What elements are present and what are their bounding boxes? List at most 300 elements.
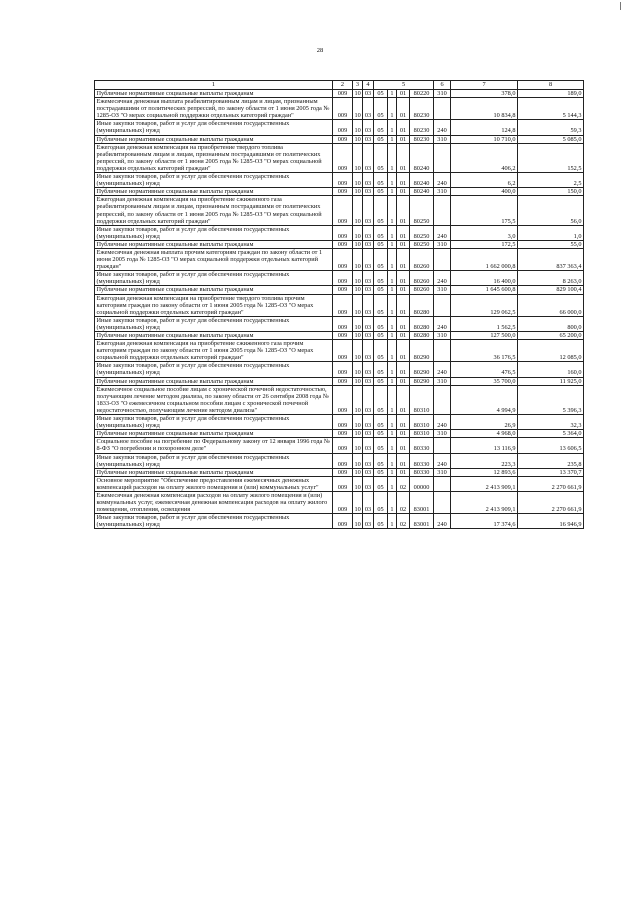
cell-subprogram-code: 1 [388, 248, 397, 270]
cell-name: Ежемесячное социальное пособие лицам с хронической почечной недостаточностью, получающим лечение методом диализа, по закону области от 26 сентября 2008 года № 1833-ОЗ "О ежемесячном социальном пособии лицам с хронической почечной недостаточностью, получающим лечение методом диализа" [95, 385, 333, 414]
cell-amount-year2: 829 100,4 [518, 286, 584, 294]
cell-amount-year1: 26,9 [451, 415, 518, 430]
cell-program-code: 05 [374, 143, 388, 172]
cell-section-code: 10 [353, 453, 363, 468]
cell-subprogram-code: 1 [388, 196, 397, 225]
cell-event-code: 01 [397, 430, 410, 438]
cell-name: Публичные нормативные социальные выплаты гражданам [95, 90, 333, 98]
cell-ministry-code: 009 [333, 514, 353, 529]
table-row [95, 225, 584, 240]
cell-event-code: 02 [397, 514, 410, 529]
cell-expense-type: 310 [434, 377, 451, 385]
cell-event-code: 01 [397, 438, 410, 453]
cell-direction-code: 83001 [410, 514, 434, 529]
cell-program-code: 05 [374, 90, 388, 98]
cell-expense-type [434, 476, 451, 491]
cell-name: Иные закупки товаров, работ и услуг для обеспечения государственных (муниципальных) нужд [95, 225, 333, 240]
cell-subsection-code: 03 [363, 225, 374, 240]
cell-ministry-code: 009 [333, 362, 353, 377]
cell-amount-year2: 5 085,0 [518, 135, 584, 143]
cell-ministry-code: 009 [333, 468, 353, 476]
cell-direction-code: 80220 [410, 90, 434, 98]
cell-amount-year2: 150,0 [518, 188, 584, 196]
cell-amount-year1: 4 994,9 [451, 385, 518, 414]
table-row [95, 453, 584, 468]
cell-program-code: 05 [374, 248, 388, 270]
cell-event-code: 01 [397, 294, 410, 316]
cell-amount-year2: 160,0 [518, 362, 584, 377]
cell-subprogram-code: 1 [388, 173, 397, 188]
cell-amount-year2: 13 370,7 [518, 468, 584, 476]
table-row [95, 377, 584, 385]
header-col-ministry: 2 [333, 81, 353, 90]
cell-section-code: 10 [353, 491, 363, 513]
cell-section-code: 10 [353, 316, 363, 331]
cell-amount-year1: 13 116,9 [451, 438, 518, 453]
cell-amount-year2: 5 396,3 [518, 385, 584, 414]
cell-ministry-code: 009 [333, 340, 353, 362]
cell-expense-type [434, 248, 451, 270]
cell-name: Публичные нормативные социальные выплаты гражданам [95, 286, 333, 294]
table-row [95, 468, 584, 476]
cell-ministry-code: 009 [333, 415, 353, 430]
table-row [95, 98, 584, 120]
cell-subsection-code: 03 [363, 98, 374, 120]
cell-expense-type [434, 491, 451, 513]
cell-amount-year2: 2,5 [518, 173, 584, 188]
cell-subprogram-code: 1 [388, 271, 397, 286]
table-row [95, 491, 584, 513]
table-row [95, 173, 584, 188]
cell-ministry-code: 009 [333, 173, 353, 188]
page-number: 28 [316, 47, 324, 54]
cell-amount-year1: 6,2 [451, 173, 518, 188]
cell-expense-type: 240 [434, 453, 451, 468]
cell-subprogram-code: 1 [388, 294, 397, 316]
cell-amount-year2: 5 364,0 [518, 430, 584, 438]
cell-event-code: 01 [397, 98, 410, 120]
cell-event-code: 01 [397, 240, 410, 248]
cell-section-code: 10 [354, 286, 361, 294]
cell-direction-code: 80260 [410, 286, 434, 294]
cell-amount-year1: 16 400,0 [451, 271, 518, 286]
table-row [95, 271, 584, 286]
cell-amount-year1: 175,5 [451, 196, 518, 225]
cell-direction-code: 80250 [410, 196, 434, 225]
cell-subprogram-code: 1 [388, 316, 397, 331]
cell-direction-code: 80260 [410, 271, 434, 286]
cell-subprogram-code: 1 [388, 240, 397, 248]
cell-subprogram-code: 1 [388, 385, 397, 414]
cell-section-code: 10 [353, 340, 363, 362]
cell-subprogram-code: 1 [388, 430, 397, 438]
cell-expense-type: 310 [434, 286, 451, 294]
cell-subsection-code: 03 [363, 332, 374, 340]
cell-direction-code: 83001 [410, 491, 434, 513]
cell-event-code: 01 [397, 385, 410, 414]
cell-event-code: 01 [397, 271, 410, 286]
cell-amount-year1: 4 968,0 [451, 430, 518, 438]
cell-amount-year1: 10 710,0 [451, 135, 518, 143]
cell-program-code: 05 [374, 415, 388, 430]
cell-section-code: 10 [353, 196, 363, 225]
cell-subprogram-code: 1 [388, 438, 397, 453]
cell-section-code: 10 [354, 430, 361, 438]
cell-subsection-code: 03 [363, 188, 374, 196]
cell-subprogram-code: 1 [388, 143, 397, 172]
header-col-target-article: 5 [374, 81, 434, 90]
cell-subsection-code: 03 [363, 362, 374, 377]
cell-amount-year1: 172,5 [451, 240, 518, 248]
cell-name: Основное мероприятие "Обеспечение предоставления ежемесячных денежных компенсаций расходов на оплату жилого помещения и (или) коммунальных услуг" [95, 476, 333, 491]
cell-section-code: 10 [353, 438, 363, 453]
cell-event-code: 01 [397, 340, 410, 362]
cell-expense-type: 310 [434, 332, 451, 340]
cell-name: Иные закупки товаров, работ и услуг для обеспечения государственных (муниципальных) нужд [95, 173, 333, 188]
cell-event-code: 01 [397, 362, 410, 377]
header-col-name: 1 [95, 81, 333, 90]
cell-section-code: 10 [354, 90, 361, 97]
cell-amount-year1: 129 062,5 [451, 294, 518, 316]
cell-subprogram-code: 1 [388, 362, 397, 377]
table-row [95, 135, 584, 143]
cell-ministry-code: 009 [333, 430, 353, 438]
cell-subprogram-code: 1 [388, 415, 397, 430]
cell-subprogram-code: 1 [388, 286, 397, 294]
cell-section-code: 10 [353, 225, 363, 240]
cell-amount-year2: 13 606,5 [518, 438, 584, 453]
cell-event-code: 01 [397, 120, 410, 135]
cell-amount-year1: 406,2 [451, 143, 518, 172]
cell-subsection-code: 03 [363, 468, 374, 476]
cell-ministry-code: 009 [333, 286, 353, 294]
cell-amount-year1: 378,0 [451, 90, 518, 98]
cell-subsection-code: 03 [363, 340, 374, 362]
cell-amount-year1: 10 834,8 [451, 98, 518, 120]
cell-event-code: 01 [397, 332, 410, 340]
cell-amount-year2: 65 200,0 [518, 332, 584, 340]
cell-ministry-code: 009 [333, 248, 353, 270]
cell-ministry-code: 009 [333, 491, 353, 513]
cell-event-code: 01 [397, 90, 410, 98]
cell-amount-year2: 11 925,0 [518, 377, 584, 385]
cell-name: Публичные нормативные социальные выплаты гражданам [95, 240, 333, 248]
cell-name: Ежегодная денежная компенсация на приобретение сжиженного газа реабилитированным лицам и лицам, признанным пострадавшими от политических репрессий, по закону области от 1 июня 2005 года № 1285-ОЗ "О мерах социальной поддержки отдельных категорий граждан" [95, 196, 333, 225]
cell-subsection-code: 03 [363, 385, 374, 414]
cell-direction-code: 80310 [410, 385, 434, 414]
table-row [95, 240, 584, 248]
cell-amount-year2: 66 000,0 [518, 294, 584, 316]
cell-expense-type: 310 [434, 430, 451, 438]
cell-subprogram-code: 1 [388, 468, 397, 476]
cell-name: Ежегодная денежная компенсация на приобретение твердого топлива прочим категориям граждан по закону области от 1 июня 2005 года № 1285-ОЗ "О мерах социальной поддержки отдельных категорий граждан" [95, 294, 333, 316]
cell-subsection-code: 03 [363, 90, 374, 98]
cell-expense-type [434, 196, 451, 225]
cell-event-code: 01 [397, 377, 410, 385]
table-row [95, 476, 584, 491]
cell-amount-year1: 1 562,5 [451, 316, 518, 331]
cell-ministry-code: 009 [333, 143, 353, 172]
cell-subprogram-code: 1 [388, 453, 397, 468]
cell-expense-type: 310 [434, 240, 451, 248]
cell-ministry-code: 009 [333, 225, 353, 240]
cell-section-code: 10 [353, 362, 363, 377]
cell-ministry-code: 009 [333, 294, 353, 316]
cell-name: Ежегодная денежная компенсация на приобретение сжиженного газа прочим категориям граждан по закону области от 1 июня 2005 года № 1285-ОЗ "О мерах социальной поддержки отдельных категорий граждан" [95, 340, 333, 362]
cell-expense-type [434, 438, 451, 453]
cell-name: Иные закупки товаров, работ и услуг для обеспечения государственных (муниципальных) нужд [95, 316, 333, 331]
cell-amount-year1: 476,5 [451, 362, 518, 377]
cell-name: Публичные нормативные социальные выплаты гражданам [95, 135, 333, 143]
cell-expense-type: 240 [434, 415, 451, 430]
cell-subsection-code: 03 [363, 135, 374, 143]
cell-program-code: 05 [374, 332, 388, 340]
cell-subsection-code: 03 [363, 173, 374, 188]
cell-expense-type [434, 294, 451, 316]
cell-subprogram-code: 1 [388, 225, 397, 240]
cell-program-code: 05 [374, 438, 388, 453]
table-row [95, 316, 584, 331]
cell-section-code: 10 [354, 188, 361, 196]
cell-ministry-code: 009 [333, 377, 353, 385]
cell-amount-year2: 32,3 [518, 415, 584, 430]
cell-direction-code: 80230 [410, 135, 434, 143]
cell-expense-type: 240 [434, 173, 451, 188]
cell-section-code: 10 [353, 98, 363, 120]
table-row [95, 430, 584, 438]
cell-direction-code: 80290 [410, 340, 434, 362]
table-row [95, 332, 584, 340]
header-col-section: 3 [353, 81, 363, 90]
cell-direction-code: 80250 [410, 225, 434, 240]
cell-event-code: 01 [397, 415, 410, 430]
cell-amount-year2: 837 363,4 [518, 248, 584, 270]
cell-amount-year2: 189,0 [518, 90, 584, 98]
cell-name: Иные закупки товаров, работ и услуг для обеспечения государственных (муниципальных) нужд [95, 120, 333, 135]
cell-section-code: 10 [354, 377, 361, 385]
table-row [95, 248, 584, 270]
scan-edge-mark [620, 2, 621, 10]
cell-amount-year1: 1 662 000,8 [451, 248, 518, 270]
cell-amount-year2: 235,8 [518, 453, 584, 468]
cell-subsection-code: 03 [363, 438, 374, 453]
cell-amount-year1: 400,0 [451, 188, 518, 196]
cell-ministry-code: 009 [333, 120, 353, 135]
cell-amount-year2: 8 263,0 [518, 271, 584, 286]
cell-expense-type: 240 [434, 271, 451, 286]
header-col-amount-year1: 7 [451, 81, 518, 90]
cell-event-code: 01 [397, 316, 410, 331]
table-row [95, 385, 584, 414]
header-col-subsection: 4 [363, 81, 374, 90]
cell-amount-year2: 800,0 [518, 316, 584, 331]
cell-name: Иные закупки товаров, работ и услуг для обеспечения государственных (муниципальных) нужд [95, 271, 333, 286]
cell-ministry-code: 009 [333, 476, 353, 491]
cell-program-code: 05 [374, 188, 388, 196]
cell-direction-code: 80240 [410, 143, 434, 172]
cell-subprogram-code: 1 [388, 188, 397, 196]
cell-program-code: 05 [374, 173, 388, 188]
cell-name: Ежемесячная денежная выплата прочим категориям граждан по закону области от 1 июня 2005 года № 1285-ОЗ "О мерах социальной поддержки отдельных категорий граждан" [95, 248, 333, 270]
cell-name: Публичные нормативные социальные выплаты гражданам [95, 188, 333, 196]
table-row [95, 294, 584, 316]
cell-subsection-code: 03 [363, 453, 374, 468]
cell-subprogram-code: 1 [388, 340, 397, 362]
cell-subsection-code: 03 [363, 120, 374, 135]
table-row [95, 286, 584, 294]
cell-amount-year2: 1,0 [518, 225, 584, 240]
cell-subprogram-code: 1 [388, 332, 397, 340]
cell-amount-year1: 2 413 909,1 [451, 476, 518, 491]
cell-section-code: 10 [353, 415, 363, 430]
cell-subsection-code: 03 [363, 196, 374, 225]
cell-event-code: 02 [397, 491, 410, 513]
cell-amount-year1: 17 374,6 [451, 514, 518, 529]
cell-section-code: 10 [353, 173, 363, 188]
cell-ministry-code: 009 [333, 271, 353, 286]
cell-expense-type [434, 143, 451, 172]
cell-ministry-code: 009 [333, 98, 353, 120]
table-row [95, 514, 584, 529]
cell-subprogram-code: 1 [388, 120, 397, 135]
cell-amount-year2: 5 144,3 [518, 98, 584, 120]
cell-subprogram-code: 1 [388, 98, 397, 120]
cell-direction-code: 80280 [410, 332, 434, 340]
cell-subsection-code: 03 [363, 476, 374, 491]
cell-name: Ежемесячная денежная компенсация расходов на оплату жилого помещения и (или) коммунальных услуг, ежемесячная денежная компенсация расходов на оплату жилого помещения, отопления, освещения [95, 491, 333, 513]
cell-ministry-code: 009 [333, 332, 353, 340]
cell-program-code: 05 [374, 453, 388, 468]
cell-ministry-code: 009 [333, 90, 353, 98]
cell-expense-type: 310 [434, 90, 451, 98]
cell-direction-code: 80230 [410, 98, 434, 120]
cell-direction-code: 80330 [410, 468, 434, 476]
cell-subsection-code: 03 [363, 316, 374, 331]
cell-expense-type: 240 [434, 225, 451, 240]
cell-program-code: 05 [374, 98, 388, 120]
cell-program-code: 05 [374, 286, 388, 294]
cell-direction-code: 80330 [410, 453, 434, 468]
cell-event-code: 02 [397, 476, 410, 491]
cell-name: Иные закупки товаров, работ и услуг для обеспечения государственных (муниципальных) нужд [95, 415, 333, 430]
cell-amount-year1: 223,3 [451, 453, 518, 468]
cell-program-code: 05 [374, 377, 388, 385]
cell-amount-year1: 124,8 [451, 120, 518, 135]
cell-amount-year2: 59,3 [518, 120, 584, 135]
cell-name: Публичные нормативные социальные выплаты гражданам [95, 430, 333, 438]
cell-name: Иные закупки товаров, работ и услуг для обеспечения государственных (муниципальных) нужд [95, 362, 333, 377]
cell-name: Иные закупки товаров, работ и услуг для обеспечения государственных (муниципальных) нужд [95, 514, 333, 529]
cell-program-code: 05 [374, 225, 388, 240]
cell-program-code: 05 [374, 316, 388, 331]
cell-section-code: 10 [353, 120, 363, 135]
table-row [95, 143, 584, 172]
cell-direction-code: 80280 [410, 294, 434, 316]
cell-event-code: 01 [397, 225, 410, 240]
cell-ministry-code: 009 [333, 453, 353, 468]
table-row [95, 340, 584, 362]
cell-expense-type: 240 [434, 514, 451, 529]
cell-expense-type: 310 [434, 188, 451, 196]
cell-direction-code: 80250 [410, 240, 434, 248]
cell-amount-year1: 12 893,6 [451, 468, 518, 476]
cell-expense-type [434, 340, 451, 362]
cell-subprogram-code: 1 [388, 476, 397, 491]
cell-subsection-code: 03 [363, 491, 374, 513]
cell-section-code: 10 [353, 248, 363, 270]
cell-name: Ежемесячная денежная выплата реабилитированным лицам и лицам, признанным пострадавшими от политических репрессий, по закону области от 1 июня 2005 года № 1285-ОЗ "О мерах социальной поддержки отдельных категорий граждан" [95, 98, 333, 120]
cell-expense-type: 310 [434, 468, 451, 476]
cell-program-code: 05 [374, 468, 388, 476]
cell-event-code: 01 [397, 173, 410, 188]
cell-program-code: 05 [374, 476, 388, 491]
cell-program-code: 05 [374, 430, 388, 438]
cell-amount-year2: 152,5 [518, 143, 584, 172]
cell-subsection-code: 03 [363, 286, 374, 294]
cell-name: Публичные нормативные социальные выплаты гражданам [95, 377, 333, 385]
cell-subsection-code: 03 [363, 294, 374, 316]
cell-direction-code: 80290 [410, 362, 434, 377]
cell-subsection-code: 03 [363, 430, 374, 438]
cell-subprogram-code: 1 [388, 135, 397, 143]
cell-program-code: 05 [374, 491, 388, 513]
cell-program-code: 05 [374, 514, 388, 529]
cell-subsection-code: 03 [363, 415, 374, 430]
cell-section-code: 10 [354, 332, 361, 339]
cell-amount-year2: 2 270 661,9 [518, 491, 584, 513]
cell-event-code: 01 [397, 135, 410, 143]
cell-program-code: 05 [374, 294, 388, 316]
cell-direction-code: 80310 [410, 415, 434, 430]
cell-amount-year2: 55,0 [518, 240, 584, 248]
cell-ministry-code: 009 [333, 316, 353, 331]
cell-program-code: 05 [374, 120, 388, 135]
cell-event-code: 01 [397, 143, 410, 172]
cell-subsection-code: 03 [363, 514, 374, 529]
cell-expense-type [434, 98, 451, 120]
cell-subsection-code: 03 [363, 240, 374, 248]
cell-expense-type [434, 385, 451, 414]
cell-section-code: 10 [354, 240, 361, 248]
cell-amount-year1: 35 700,0 [451, 377, 518, 385]
table-header-row [95, 81, 584, 90]
header-col-amount-year2: 8 [518, 81, 584, 90]
cell-direction-code: 80230 [410, 120, 434, 135]
cell-program-code: 05 [374, 362, 388, 377]
cell-section-code: 10 [353, 271, 363, 286]
cell-subprogram-code: 1 [388, 90, 397, 98]
cell-event-code: 01 [397, 188, 410, 196]
cell-subsection-code: 03 [363, 271, 374, 286]
cell-subprogram-code: 1 [388, 377, 397, 385]
cell-section-code: 10 [353, 294, 363, 316]
cell-program-code: 05 [374, 196, 388, 225]
cell-name: Публичные нормативные социальные выплаты гражданам [95, 332, 333, 340]
cell-expense-type: 310 [434, 135, 451, 143]
cell-direction-code: 80280 [410, 316, 434, 331]
cell-ministry-code: 009 [333, 240, 353, 248]
cell-expense-type: 240 [434, 362, 451, 377]
cell-ministry-code: 009 [333, 135, 353, 143]
table-row [95, 415, 584, 430]
cell-direction-code: 80310 [410, 430, 434, 438]
cell-event-code: 01 [397, 453, 410, 468]
cell-section-code: 10 [354, 468, 361, 476]
cell-section-code: 10 [354, 135, 361, 143]
cell-subsection-code: 03 [363, 248, 374, 270]
cell-amount-year2: 2 270 661,9 [518, 476, 584, 491]
table-row [95, 196, 584, 225]
